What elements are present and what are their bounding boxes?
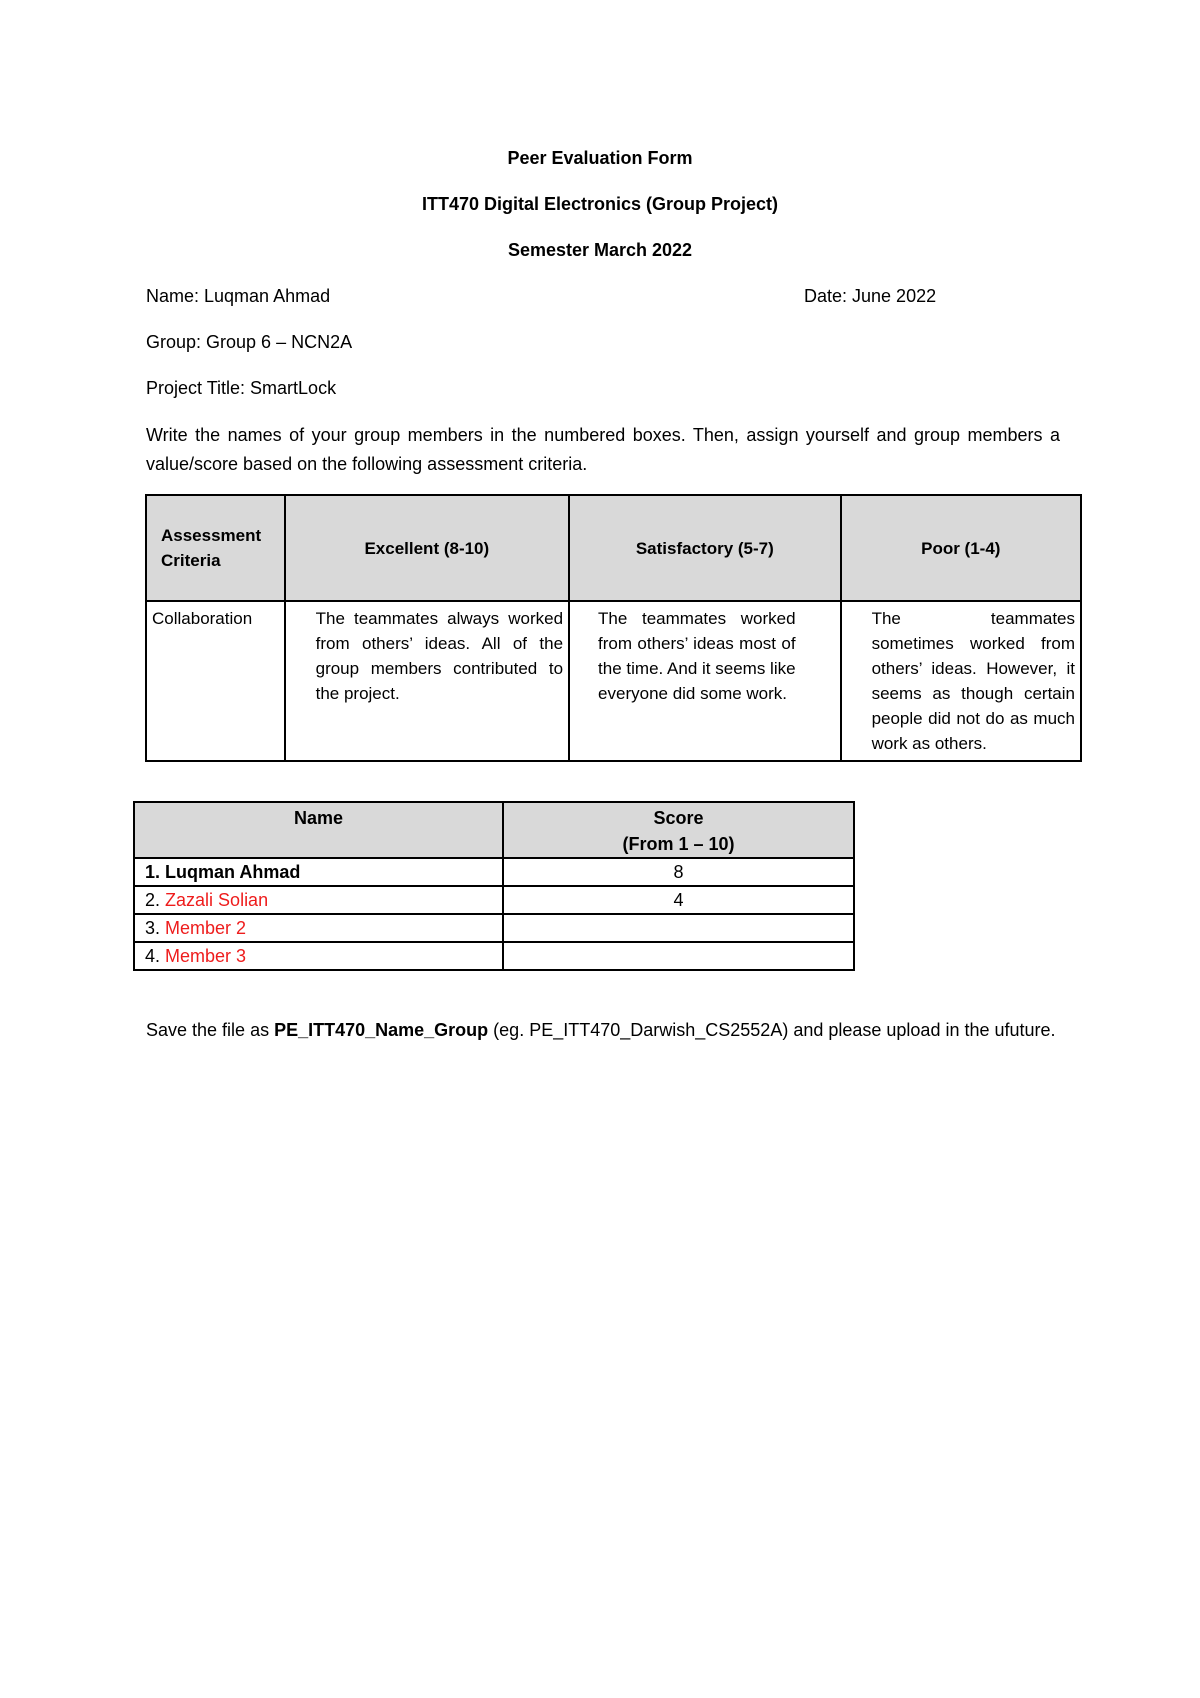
- criterion-satisfactory: The teammates worked from others’ ideas most of the time. And it seems like everyone did some work.: [569, 601, 841, 761]
- member-name-cell: [134, 858, 503, 886]
- member-name-cell: [134, 942, 503, 970]
- member-name: Member 3: [165, 946, 247, 966]
- score-header-range: (From 1 – 10): [622, 834, 735, 854]
- criterion-name: Collaboration: [146, 601, 285, 761]
- instructions-paragraph: Write the names of your group members in the numbered boxes. Then, assign yourself and group members a value/score based on the following assessment criteria.: [146, 425, 1060, 474]
- criterion-poor: The teammates sometimes worked from others’ ideas. However, it seems as though certain people did not do as much work as others.: [841, 601, 1081, 761]
- member-name: Zazali Solian: [165, 890, 269, 910]
- score-table: [133, 801, 855, 971]
- member-name: Luqman Ahmad: [165, 862, 301, 882]
- member-score: 4: [503, 886, 854, 914]
- score-row: [134, 942, 854, 970]
- member-score: [503, 914, 854, 942]
- save-instructions: [146, 1016, 1060, 1045]
- criteria-header-satisfactory: Satisfactory (5-7): [569, 495, 841, 601]
- score-header-name: Name: [134, 802, 503, 858]
- member-name-cell: [134, 914, 503, 942]
- member-number: 4.: [145, 946, 161, 966]
- score-row: [134, 886, 854, 914]
- member-number: 2.: [145, 890, 161, 910]
- score-header-label: Score: [653, 808, 704, 828]
- filename-pattern: PE_ITT470_Name_Group: [274, 1020, 489, 1040]
- group-label: Group: Group 6 – NCN2A: [146, 332, 353, 352]
- criteria-header-excellent: Excellent (8-10): [285, 495, 569, 601]
- member-name-cell: [134, 886, 503, 914]
- semester-label: Semester March 2022: [507, 240, 693, 260]
- criterion-excellent: The teammates always worked from others’ ideas. All of the group members contributed to the project.: [285, 601, 569, 761]
- project-title: Project Title: SmartLock: [146, 378, 337, 398]
- member-score: 8: [503, 858, 854, 886]
- member-number: 3.: [145, 918, 161, 938]
- criteria-row-collaboration: [146, 601, 1081, 761]
- save-example: (eg. PE_ITT470_Darwish_CS2552A) and please upload in the ufuture.: [488, 1020, 1056, 1040]
- criteria-header-poor: Poor (1-4): [841, 495, 1081, 601]
- course-title: ITT470 Digital Electronics (Group Project): [421, 194, 779, 214]
- form-title: Peer Evaluation Form: [507, 148, 693, 168]
- criteria-header-row: [146, 495, 1081, 601]
- score-header-score: [503, 802, 854, 858]
- form-date: Date: June 2022: [804, 286, 937, 306]
- score-header-row: [134, 802, 854, 858]
- member-number: 1.: [145, 862, 161, 882]
- score-row: [134, 858, 854, 886]
- save-prefix: Save the file as: [146, 1020, 275, 1040]
- criteria-header-assessment: Assessment Criteria: [146, 495, 285, 601]
- member-name: Member 2: [165, 918, 247, 938]
- score-row: [134, 914, 854, 942]
- member-score: [503, 942, 854, 970]
- student-name: Name: Luqman Ahmad: [146, 286, 331, 306]
- criteria-table: [145, 494, 1082, 762]
